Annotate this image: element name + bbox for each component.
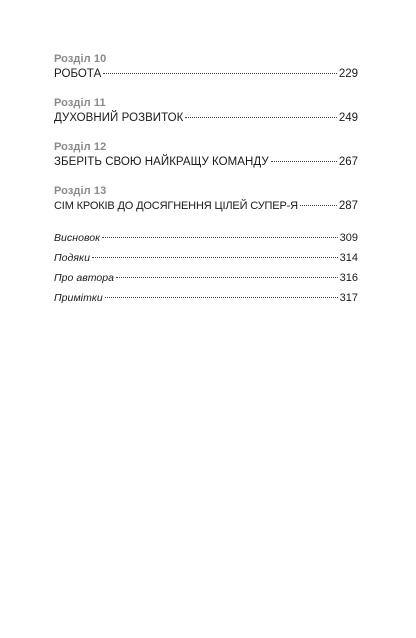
chapter-title: ДУХОВНИЙ РОЗВИТОК (54, 112, 184, 124)
toc-chapter-11 (54, 96, 358, 127)
section-title: Про автора (54, 272, 115, 284)
page-number: 316 (339, 272, 358, 284)
page-number: 317 (339, 292, 358, 304)
chapter-title: РОБОТА (54, 68, 102, 80)
toc-entry-about-author (54, 268, 358, 288)
dot-leader (105, 297, 338, 298)
toc-entry (54, 198, 358, 215)
dot-leader (116, 277, 338, 278)
toc-entry-acknowledgements (54, 248, 358, 268)
toc-entry-notes (54, 288, 358, 308)
dot-leader (185, 117, 336, 118)
chapter-title: СІМ КРОКІВ ДО ДОСЯГНЕННЯ ЦІЛЕЙ СУПЕР-Я (54, 200, 298, 212)
toc-chapter-13 (54, 184, 358, 215)
dot-leader (271, 161, 337, 162)
dot-leader (102, 237, 337, 238)
page-number: 267 (338, 156, 358, 168)
page-number: 249 (338, 112, 358, 124)
page-number: 314 (339, 252, 358, 264)
chapter-number: Розділ 11 (54, 97, 106, 109)
dot-leader (300, 205, 337, 206)
table-of-contents (54, 52, 358, 308)
page-number: 287 (338, 200, 358, 212)
toc-entry-conclusion (54, 228, 358, 248)
dot-leader (103, 73, 336, 74)
chapter-number: Розділ 10 (54, 53, 107, 65)
toc-back-matter (54, 228, 358, 308)
toc-chapter-10 (54, 52, 358, 83)
chapter-number: Розділ 13 (54, 185, 107, 197)
page-number: 309 (339, 232, 358, 244)
toc-entry (54, 154, 358, 171)
toc-entry (54, 66, 358, 83)
section-title: Висновок (54, 232, 101, 244)
dot-leader (92, 257, 338, 258)
section-title: Подяки (54, 252, 90, 264)
page-number: 229 (338, 68, 358, 80)
chapter-title: ЗБЕРІТЬ СВОЮ НАЙКРАЩУ КОМАНДУ (54, 156, 269, 168)
section-title: Примітки (54, 292, 103, 304)
toc-entry (54, 110, 358, 127)
chapter-number: Розділ 12 (54, 141, 107, 153)
toc-chapter-12 (54, 140, 358, 171)
